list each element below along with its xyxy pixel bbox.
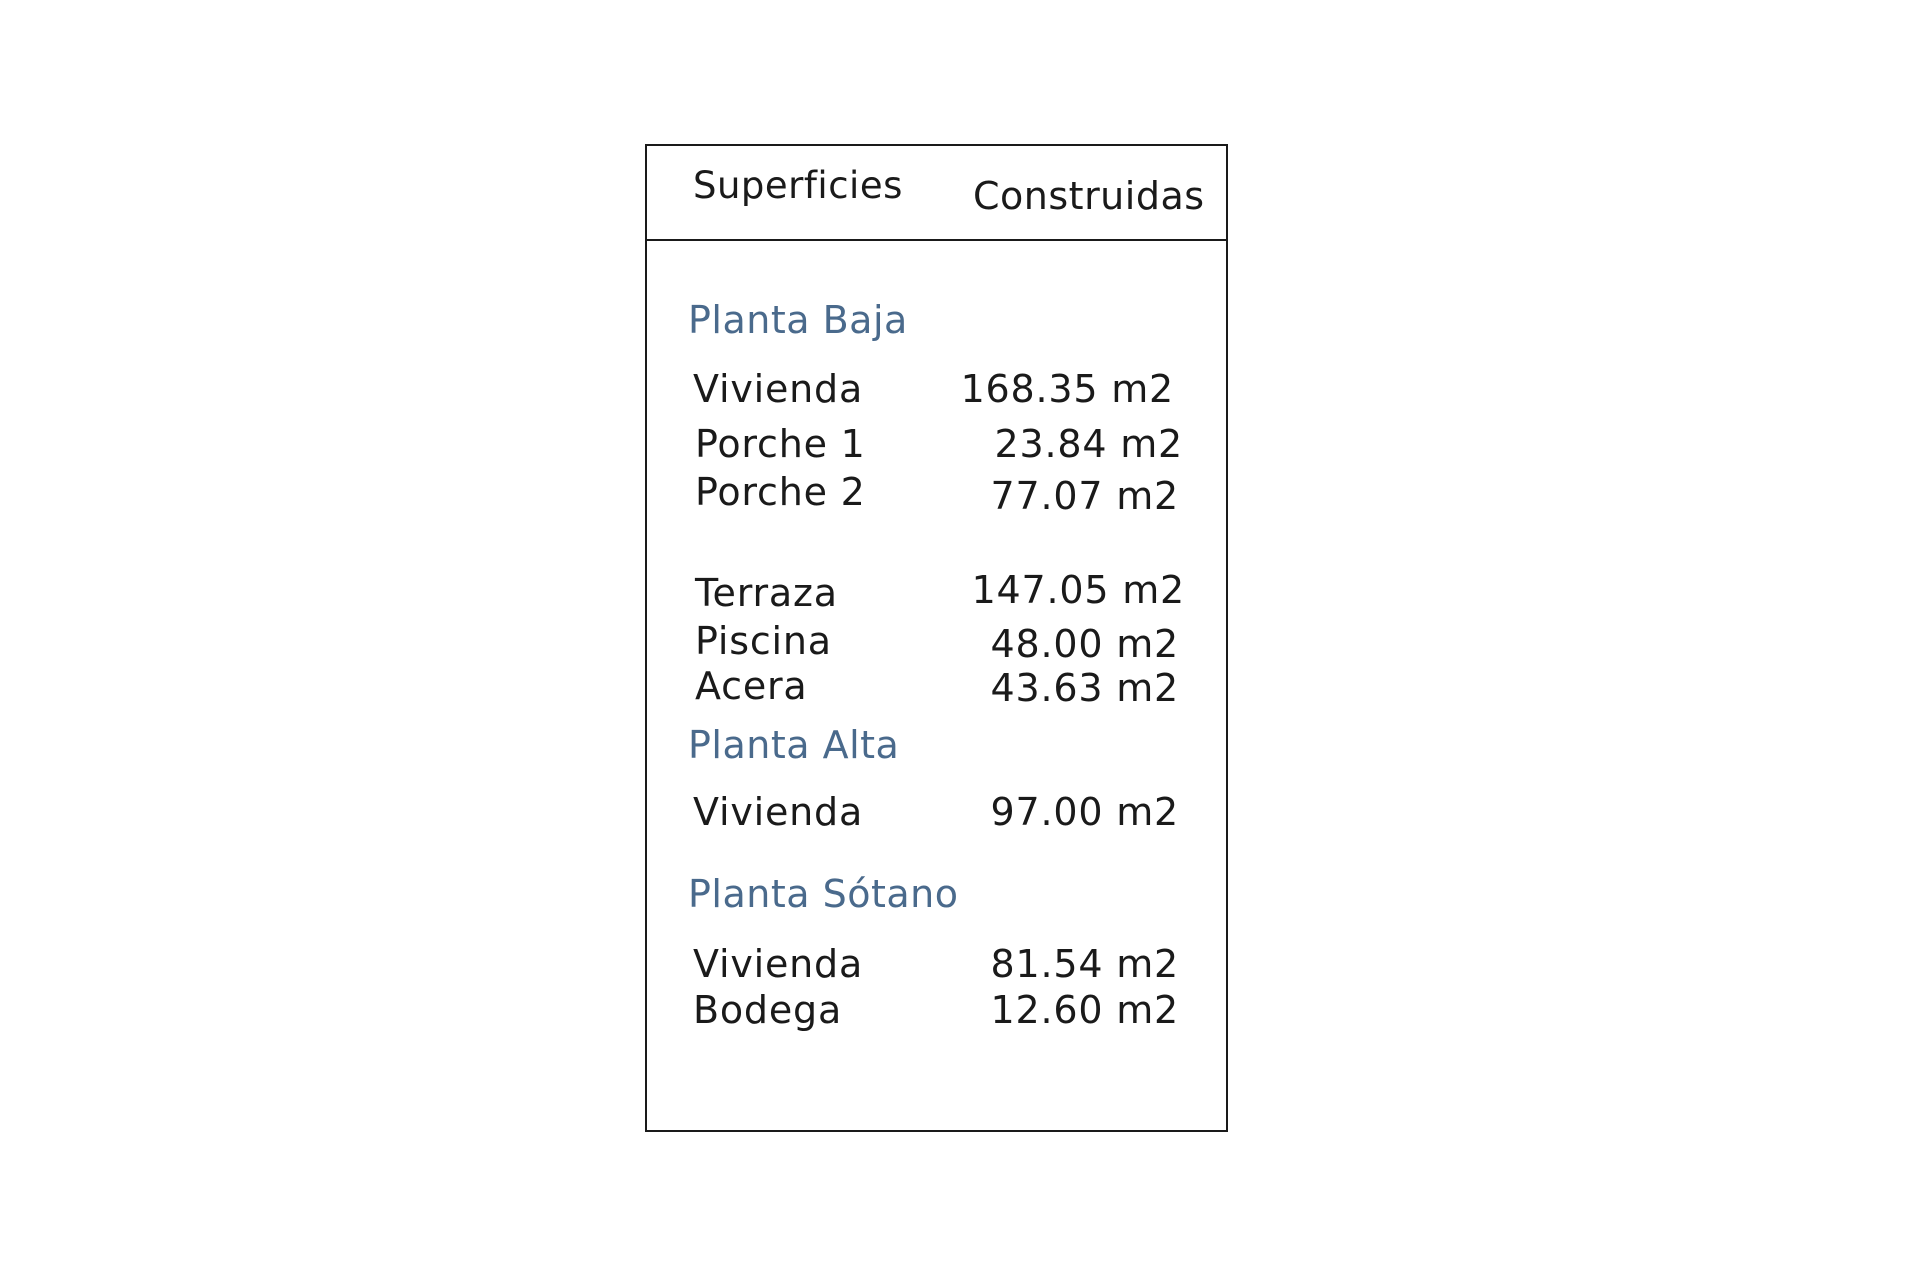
row-label: Acera (695, 664, 808, 708)
row-value: 77.07 m2 (990, 474, 1179, 518)
section-title-planta-baja: Planta Baja (688, 298, 908, 342)
header-construidas: Construidas (973, 174, 1205, 218)
row-value: 43.63 m2 (990, 666, 1179, 710)
row-label: Porche 1 (695, 422, 866, 466)
section-title-planta-alta: Planta Alta (688, 723, 900, 767)
row-label: Bodega (693, 988, 843, 1032)
row-value: 81.54 m2 (990, 942, 1179, 986)
row-value: 147.05 m2 (971, 568, 1185, 612)
table-header (647, 146, 1226, 241)
row-value: 23.84 m2 (994, 422, 1183, 466)
row-label: Vivienda (693, 367, 864, 411)
row-label: Vivienda (693, 790, 864, 834)
surfaces-table (645, 144, 1228, 1132)
row-value: 168.35 m2 (960, 367, 1174, 411)
row-label: Terraza (695, 571, 838, 615)
row-label: Vivienda (693, 942, 864, 986)
row-label: Piscina (695, 619, 832, 663)
row-label: Porche 2 (695, 470, 866, 514)
header-superficies: Superficies (693, 164, 903, 207)
row-value: 12.60 m2 (990, 988, 1179, 1032)
row-value: 97.00 m2 (990, 790, 1179, 834)
row-value: 48.00 m2 (990, 622, 1179, 666)
section-title-planta-sotano: Planta Sótano (688, 872, 959, 916)
